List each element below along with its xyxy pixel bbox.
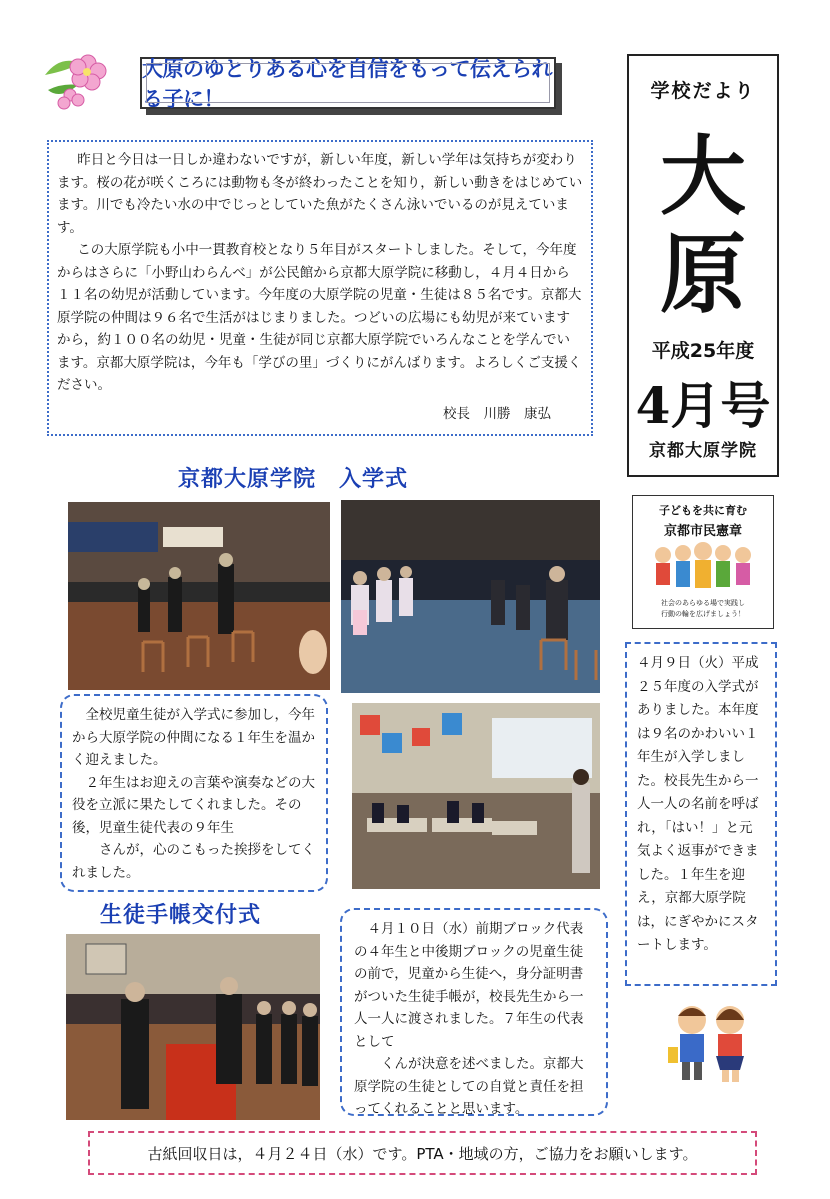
handbook-paragraph: くんが決意を述べました。京都大原学院の生徒としての自覚と責任を担ってくれることと思います。	[354, 1056, 584, 1117]
cherry-blossom-icon	[40, 45, 110, 110]
greeting-paragraph: 昨日と今日は一日しか違わないですが，新しい年度，新しい学年は気持ちが変わります。桜の花が咲くころには動物も冬が終わったことを知り，新しい動きをはじめています。川でも冷たい水の中でじっとしていた魚がたくさん泳いでいるのが見えています。	[57, 152, 583, 236]
charter-line1: 子どもを共に育む	[659, 504, 747, 517]
school-year: 平成25年度	[651, 340, 755, 362]
ceremony-photo-2	[341, 500, 600, 693]
entrance-ceremony-title: 京都大原学院 入学式	[178, 467, 409, 492]
entrance-paragraph: 全校児童生徒が入学式に参加し，今年から大原学院の仲間になる１年生を温かく迎えました。	[72, 707, 315, 768]
slogan-inner-border	[146, 63, 550, 103]
citizen-charter-box	[632, 495, 774, 629]
principal-signature: 校長 川勝 康弘	[443, 405, 551, 422]
side-note-text: ４月９日（火）平成２５年度の入学式がありました。本年度は９名のかわいい１年生が入学しました。校長先生から一人一人の名前を呼ばれ，「はい！」と元気よく返事ができました。１年生を迎え，京都大原学院は，にぎやかにスタートします。	[637, 655, 759, 953]
school-name: 京都大原学院	[649, 441, 757, 461]
masthead	[627, 54, 779, 477]
entrance-paragraph: ２年生はお迎えの言葉や演奏などの大役を立派に果たしてくれました。その後，児童生徒代表の９年生	[72, 774, 315, 836]
greeting-paragraph: この大原学院も小中一貫教育校となり５年目がスタートしました。そして，今年度からはさらに「小野山わらんべ」が公民館から京都大原学院に移動し，４月４日から１１名の幼児が活動しています。今年度の大原学院の児童・生徒は８５名です。京都大原学院の仲間は９６名で生活がはじまりました。つどいの広場にも幼児が来ていますから，約１００名の幼児・児童・生徒が同じ京都大原学院でいろんなことを学んでいます。京都大原学院は，今年も「学びの里」づくりにがんばります。よろしくご支援ください。	[57, 242, 582, 393]
title-character: 原	[660, 224, 746, 325]
issue-number: 4月号	[635, 376, 771, 435]
slogan-banner	[140, 57, 556, 109]
slogan-text: 大原のゆとりある心を自信をもって伝えられる子に！	[142, 57, 552, 111]
ceremony-photo-1	[68, 502, 330, 690]
handbook-ceremony-text	[340, 908, 608, 1116]
newsletter-title	[629, 128, 777, 324]
title-character: 大	[660, 126, 746, 227]
children-illustration-icon	[662, 992, 762, 1092]
newsletter-label: 学校だより	[650, 80, 756, 102]
handbook-photo	[66, 934, 320, 1120]
principal-greeting	[47, 140, 593, 436]
handbook-paragraph: ４月１０日（水）前期ブロック代表の４年生と中後期ブロックの児童生徒の前で，児童から生徒へ，身分証明書がついた生徒手帳が，校長先生から一人一人に渡されました。７年生の代表として	[354, 921, 584, 1050]
charter-fine1: 社会のあらゆる場で実践し	[661, 599, 745, 607]
children-group-icon	[648, 541, 758, 597]
handbook-ceremony-title: 生徒手帳交付式	[100, 903, 262, 928]
charter-line2: 京都市民憲章	[663, 524, 742, 539]
entrance-paragraph: さんが，心のこもった挨拶をしてくれました。	[72, 842, 315, 881]
classroom-photo	[352, 703, 600, 889]
paper-collection-notice	[88, 1131, 757, 1175]
entrance-date-note	[625, 642, 777, 986]
entrance-ceremony-text	[60, 694, 328, 892]
notice-text: 古紙回収日は，４月２４日（水）です。PTA・地域の方，ご協力をお願いします。	[147, 1144, 698, 1163]
charter-fine2: 行動の輪を広げましょう！	[661, 610, 745, 618]
